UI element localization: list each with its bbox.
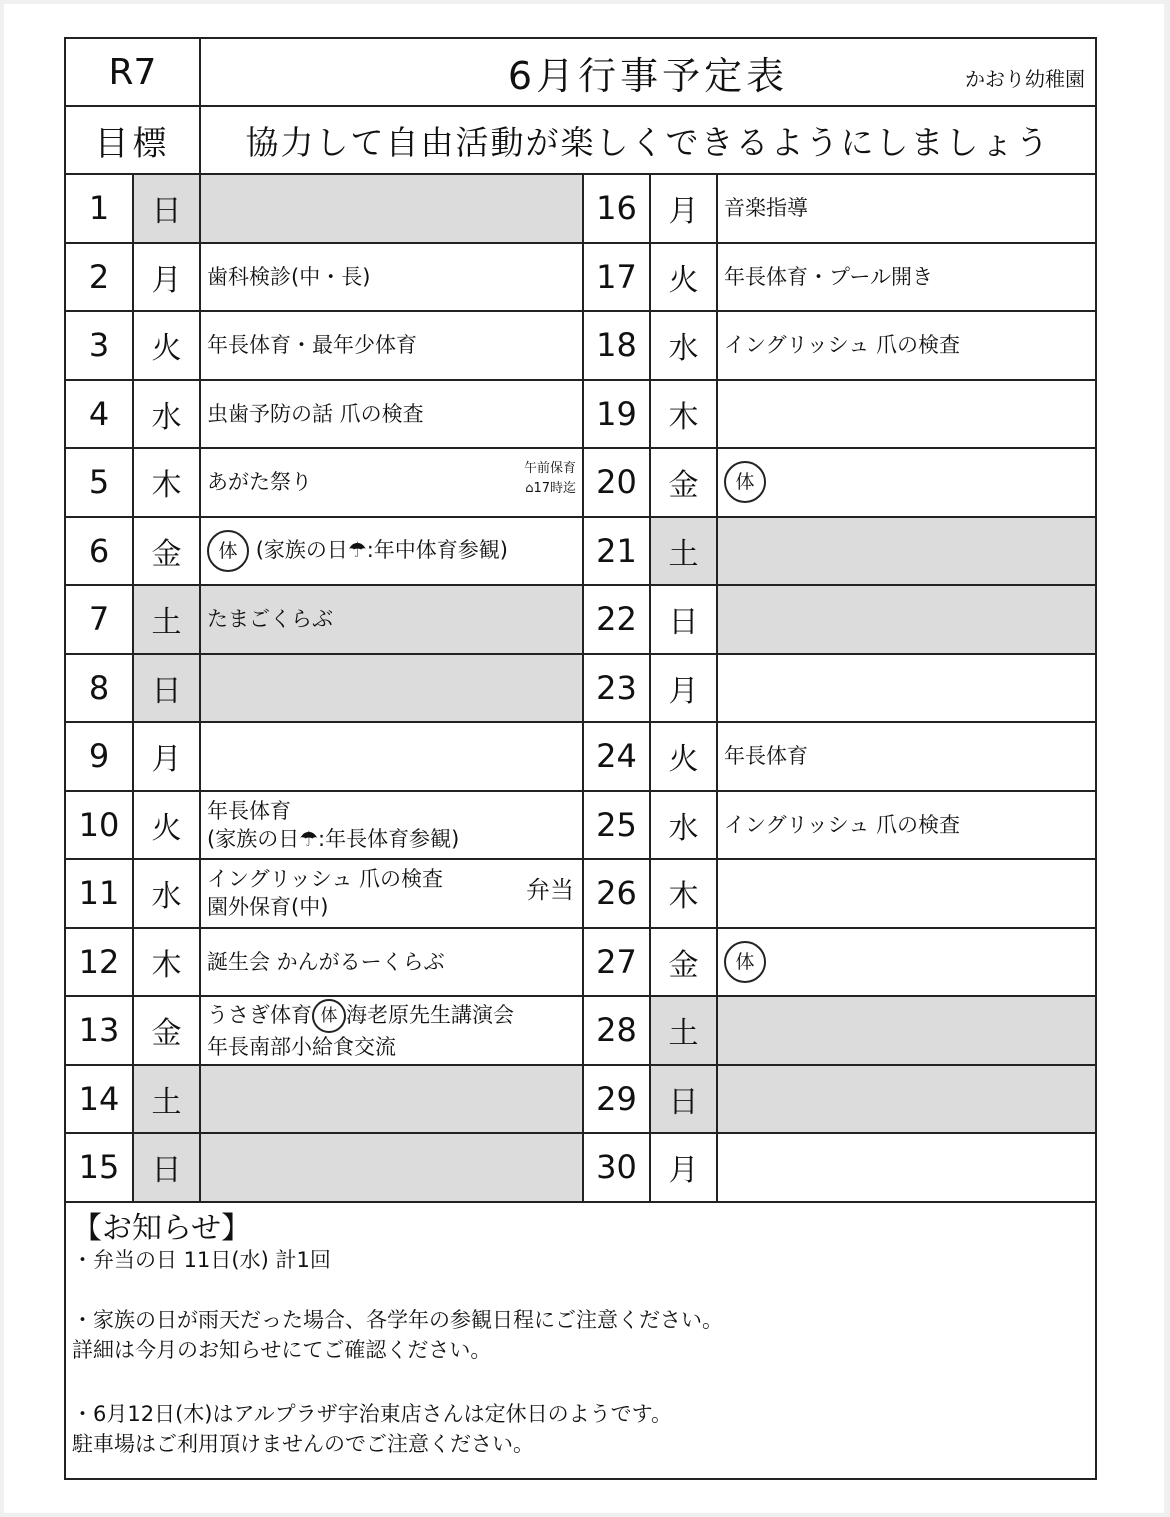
event-text: イングリッシュ 爪の検査	[724, 812, 960, 837]
event-text: うさぎ体育	[207, 1003, 312, 1028]
event-cell	[717, 585, 1095, 654]
calendar-row	[66, 1133, 1095, 1202]
event-text: 年長体育	[724, 744, 808, 769]
weekday: 水	[650, 791, 717, 860]
day-number: 23	[583, 654, 650, 723]
pe-circle-icon: 体	[724, 461, 766, 503]
event-cell	[717, 448, 1095, 517]
day-number: 19	[583, 380, 650, 449]
weekday: 木	[650, 380, 717, 449]
day-number: 25	[583, 791, 650, 860]
day-number: 3	[66, 311, 133, 380]
event-text: (家族の日☂:年長体育参観)	[207, 826, 460, 851]
event-cell	[200, 654, 583, 723]
event-cell	[200, 517, 583, 586]
event-cell	[717, 1133, 1095, 1202]
weekday: 金	[650, 448, 717, 517]
title-text: 6月行事予定表	[507, 53, 789, 98]
paper	[4, 4, 1164, 1513]
weekday: 日	[133, 654, 200, 723]
calendar-row	[66, 448, 1095, 517]
day-number: 26	[583, 859, 650, 928]
event-cell	[717, 311, 1095, 380]
day-number: 22	[583, 585, 650, 654]
weekday: 日	[133, 175, 200, 243]
notice-line: ・6月12日(木)はアルプラザ宇治東店さんは定休日のようです。	[72, 1401, 672, 1426]
event-cell	[717, 859, 1095, 928]
school-name: かおり幼稚園	[965, 67, 1085, 91]
weekday: 日	[133, 1133, 200, 1202]
day-number: 7	[66, 585, 133, 654]
event-cell	[717, 517, 1095, 586]
event-text: 音楽指導	[724, 196, 808, 221]
notice-line: ・家族の日が雨天だった場合、各学年の参観日程にご注意ください。	[72, 1307, 723, 1332]
time-note	[524, 459, 576, 499]
weekday: 日	[650, 1065, 717, 1134]
event-cell	[717, 928, 1095, 997]
day-number: 8	[66, 654, 133, 723]
weekday: 金	[133, 996, 200, 1065]
weekday: 火	[133, 311, 200, 380]
page-title	[200, 39, 1095, 106]
day-number: 1	[66, 175, 133, 243]
schedule-sheet	[64, 37, 1097, 1480]
event-text: 園外保育(中)	[207, 895, 329, 920]
event-text: あがた祭り	[207, 470, 312, 495]
event-text: 年長南部小給食交流	[207, 1035, 396, 1060]
calendar-row	[66, 654, 1095, 723]
event-cell	[200, 1133, 583, 1202]
notice-heading: 【お知らせ】	[72, 1210, 252, 1246]
event-text: たまごくらぶ	[207, 607, 333, 632]
calendar-row	[66, 791, 1095, 860]
pe-circle-icon: 体	[312, 999, 346, 1033]
event-cell	[200, 448, 583, 517]
weekday: 木	[133, 448, 200, 517]
calendar-table	[66, 175, 1095, 1203]
event-cell	[200, 996, 583, 1065]
weekday: 水	[133, 380, 200, 449]
event-cell	[717, 175, 1095, 243]
weekday: 火	[650, 722, 717, 791]
event-cell	[200, 243, 583, 312]
weekday: 火	[650, 243, 717, 312]
pe-circle-icon: 体	[207, 530, 249, 572]
event-cell	[717, 722, 1095, 791]
calendar-row	[66, 175, 1095, 243]
day-number: 4	[66, 380, 133, 449]
event-cell	[717, 380, 1095, 449]
weekday: 月	[133, 243, 200, 312]
calendar-row	[66, 243, 1095, 312]
event-cell	[200, 791, 583, 860]
weekday: 土	[133, 585, 200, 654]
weekday: 金	[650, 928, 717, 997]
day-number: 12	[66, 928, 133, 997]
event-cell	[200, 175, 583, 243]
day-number: 2	[66, 243, 133, 312]
day-number: 21	[583, 517, 650, 586]
event-cell	[200, 585, 583, 654]
event-text: (家族の日☂:年中体育参観)	[255, 537, 508, 562]
day-number: 15	[66, 1133, 133, 1202]
calendar-row	[66, 928, 1095, 997]
day-number: 10	[66, 791, 133, 860]
weekday: 月	[650, 175, 717, 243]
day-number: 18	[583, 311, 650, 380]
weekday: 月	[650, 1133, 717, 1202]
year-label: R7	[66, 39, 200, 106]
weekday: 木	[133, 928, 200, 997]
event-cell	[200, 1065, 583, 1134]
pe-circle-icon: 体	[724, 941, 766, 983]
weekday: 水	[650, 311, 717, 380]
event-text: イングリッシュ 爪の検査	[724, 333, 960, 358]
bento-label: 弁当	[526, 876, 574, 904]
event-text: イングリッシュ 爪の検査	[207, 867, 443, 892]
calendar-row	[66, 996, 1095, 1065]
weekday: 水	[133, 859, 200, 928]
calendar-row	[66, 311, 1095, 380]
event-cell	[200, 928, 583, 997]
day-number: 11	[66, 859, 133, 928]
event-cell	[200, 859, 583, 928]
time-note-line: 午前保育	[523, 461, 576, 476]
day-number: 14	[66, 1065, 133, 1134]
event-text: 年長体育・プール開き	[724, 264, 933, 289]
day-number: 6	[66, 517, 133, 586]
weekday: 土	[650, 517, 717, 586]
day-number: 30	[583, 1133, 650, 1202]
event-text: 虫歯予防の話 爪の検査	[207, 401, 424, 426]
event-cell	[717, 1065, 1095, 1134]
day-number: 29	[583, 1065, 650, 1134]
weekday: 木	[650, 859, 717, 928]
event-text: 年長体育・最年少体育	[207, 333, 417, 358]
calendar-row	[66, 722, 1095, 791]
day-number: 17	[583, 243, 650, 312]
event-cell	[200, 722, 583, 791]
notice-section	[66, 1203, 1095, 1478]
event-text: 年長体育	[207, 798, 291, 823]
notice-line: 駐車場はご利用頂けませんのでご注意ください。	[72, 1431, 534, 1456]
day-number: 20	[583, 448, 650, 517]
calendar-row	[66, 517, 1095, 586]
weekday: 土	[133, 1065, 200, 1134]
day-number: 28	[583, 996, 650, 1065]
calendar-row	[66, 585, 1095, 654]
event-cell	[200, 380, 583, 449]
event-cell	[200, 311, 583, 380]
day-number: 16	[583, 175, 650, 243]
event-cell	[717, 791, 1095, 860]
event-text: 歯科検診(中・長)	[207, 264, 371, 289]
weekday: 金	[133, 517, 200, 586]
event-cell	[717, 654, 1095, 723]
day-number: 5	[66, 448, 133, 517]
event-cell	[717, 996, 1095, 1065]
calendar-row	[66, 1065, 1095, 1134]
goal-label: 目標	[66, 106, 200, 174]
weekday: 土	[650, 996, 717, 1065]
day-number: 9	[66, 722, 133, 791]
notice-line: ・弁当の日 11日(水) 計1回	[72, 1247, 331, 1272]
day-number: 13	[66, 996, 133, 1065]
weekday: 月	[133, 722, 200, 791]
event-text: 誕生会 かんがるーくらぶ	[207, 949, 445, 974]
weekday: 火	[133, 791, 200, 860]
goal-text: 協力して自由活動が楽しくできるようにしましょう	[200, 106, 1095, 174]
weekday: 月	[650, 654, 717, 723]
day-number: 24	[583, 722, 650, 791]
notice-line: 詳細は今月のお知らせにてご確認ください。	[72, 1337, 492, 1362]
event-text: 海老原先生講演会	[346, 1003, 514, 1028]
event-cell	[717, 243, 1095, 312]
header-table	[66, 39, 1095, 175]
weekday: 日	[650, 585, 717, 654]
time-note-line: ⌂17時迄	[525, 481, 576, 496]
calendar-row	[66, 380, 1095, 449]
day-number: 27	[583, 928, 650, 997]
calendar-row	[66, 859, 1095, 928]
